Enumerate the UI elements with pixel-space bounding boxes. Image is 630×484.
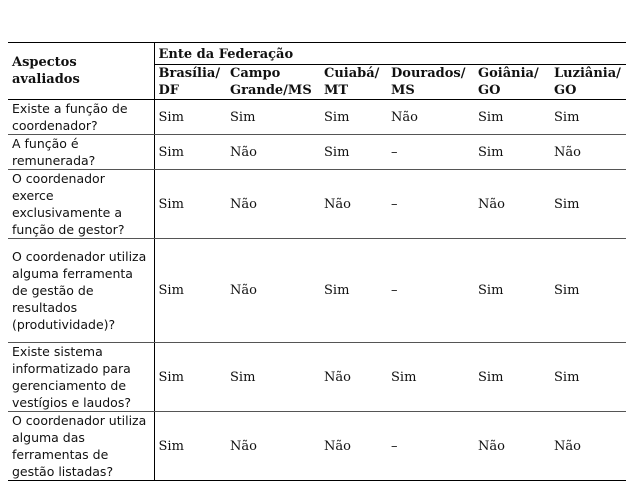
group-header	[154, 43, 626, 65]
aspects-header-label: Aspectos avaliados	[12, 55, 80, 87]
table-cell: Sim	[474, 135, 550, 170]
table-cell: Sim	[226, 100, 320, 135]
table-cell: Sim	[387, 343, 474, 412]
table-cell: –	[387, 412, 474, 481]
table-row	[8, 135, 626, 170]
table-cell: Sim	[154, 343, 226, 412]
row-label: Existe a função de coordenador?	[8, 100, 154, 135]
group-header-label: Ente da Federação	[158, 47, 294, 62]
table-cell: Sim	[550, 170, 626, 239]
row-label: O coordenador utiliza alguma ferramenta de gestão de resultados (produtividade)?	[8, 239, 154, 343]
table-cell: Não	[226, 135, 320, 170]
col-header-luziania	[550, 65, 626, 100]
table-cell: –	[387, 135, 474, 170]
col-header-goiania	[474, 65, 550, 100]
table-cell: Sim	[550, 100, 626, 135]
table-cell: Sim	[320, 100, 387, 135]
comparison-table	[8, 42, 626, 481]
table-cell: Sim	[154, 100, 226, 135]
table-cell: Sim	[320, 135, 387, 170]
table-cell: Não	[320, 170, 387, 239]
col-header-dourados	[387, 65, 474, 100]
table-cell: Não	[550, 412, 626, 481]
table-cell: Sim	[474, 239, 550, 343]
table-cell: Não	[226, 412, 320, 481]
table-cell: Não	[550, 135, 626, 170]
table-cell: Sim	[550, 239, 626, 343]
table-cell: Sim	[474, 100, 550, 135]
table-cell: Não	[226, 170, 320, 239]
row-label: A função é remunerada?	[8, 135, 154, 170]
col-header-label: Brasília/ DF	[158, 66, 221, 98]
row-label: Existe sistema informatizado para gerenciamento de vestígios e laudos?	[8, 343, 154, 412]
row-label: O coordenador exerce exclusivamente a função de gestor?	[8, 170, 154, 239]
col-header-label: Goiânia/ GO	[478, 66, 539, 98]
row-label: O coordenador utiliza alguma das ferramentas de gestão listadas?	[8, 412, 154, 481]
table-cell: Não	[226, 239, 320, 343]
col-header-campo-grande	[226, 65, 320, 100]
table-cell: Sim	[550, 343, 626, 412]
col-header-cuiaba	[320, 65, 387, 100]
table-cell: Sim	[226, 343, 320, 412]
table-row	[8, 343, 626, 412]
table-cell: Sim	[320, 239, 387, 343]
table-cell: Não	[474, 170, 550, 239]
aspects-header	[8, 43, 154, 100]
table-cell: Sim	[154, 412, 226, 481]
table-cell: –	[387, 239, 474, 343]
table-cell: Sim	[474, 343, 550, 412]
table-row	[8, 170, 626, 239]
table-cell: Sim	[154, 239, 226, 343]
table-row	[8, 412, 626, 481]
table-cell: Sim	[154, 170, 226, 239]
col-header-label: Cuiabá/ MT	[324, 66, 380, 98]
col-header-label: Luziânia/ GO	[554, 66, 621, 98]
col-header-brasilia	[154, 65, 226, 100]
table-cell: Não	[320, 412, 387, 481]
table-cell: Não	[474, 412, 550, 481]
table-row	[8, 239, 626, 343]
col-header-label: Dourados/ MS	[391, 66, 466, 98]
table-cell: –	[387, 170, 474, 239]
table-cell: Sim	[154, 135, 226, 170]
table-row	[8, 100, 626, 135]
col-header-label: Campo Grande/MS	[230, 66, 312, 98]
table-cell: Não	[387, 100, 474, 135]
table-cell: Não	[320, 343, 387, 412]
